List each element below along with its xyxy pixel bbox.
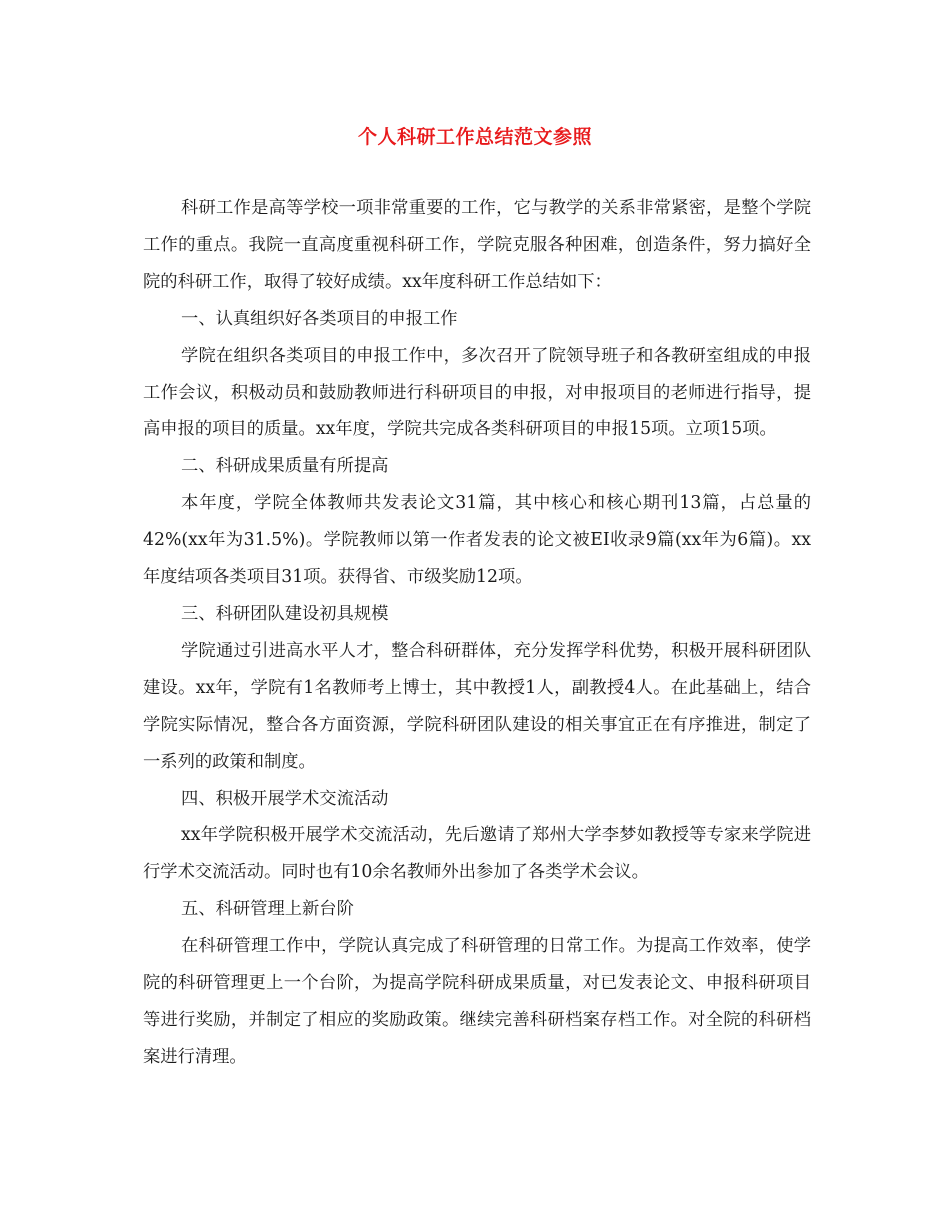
intro-paragraph: 科研工作是高等学校一项非常重要的工作，它与教学的关系非常紧密，是整个学院工作的重点。我院一直高度重视科研工作，学院克服各种困难，创造条件，努力搞好全院的科研工作，取得了较好成绩。xx年度科研工作总结如下： (143, 198, 811, 292)
section-heading-1: 一、认真组织好各类项目的申报工作 (181, 308, 458, 329)
section-paragraph-3: 学院通过引进高水平人才，整合科研群体，充分发挥学科优势，积极开展科研团队建设。xx年，学院有1名教师考上博士，其中教授1人，副教授4人。在此基础上，结合学院实际情况，整合各方面资源，学院科研团队建设的相关事宜正在有序推进，制定了一系列的政策和制度。 (143, 640, 811, 772)
section-paragraph-1: 学院在组织各类项目的申报工作中，多次召开了院领导班子和各教研室组成的申报工作会议，积极动员和鼓励教师进行科研项目的申报，对申报项目的老师进行指导，提高申报的项目的质量。xx年度，学院共完成各类科研项目的申报15项。立项15项。 (143, 345, 811, 440)
document-title: 个人科研工作总结范文参照 (357, 126, 592, 148)
section-heading-4: 四、积极开展学术交流活动 (181, 788, 389, 809)
section-paragraph-5: 在科研管理工作中，学院认真完成了科研管理的日常工作。为提高工作效率，使学院的科研管理更上一个台阶，为提高学院科研成果质量，对已发表论文、申报科研项目等进行奖励，并制定了相应的奖励政策。继续完善科研档案存档工作。对全院的科研档案进行清理。 (143, 936, 811, 1067)
section-heading-3: 三、科研团队建设初具规模 (181, 603, 389, 624)
section-paragraph-2: 本年度，学院全体教师共发表论文31篇，其中核心和核心期刊13篇，占总量的42%(xx年为31.5%)。学院教师以第一作者发表的论文被EI收录9篇(xx年为6篇)。xx年度结项各类项目31项。获得省、市级奖励12项。 (143, 493, 811, 588)
document-body (143, 190, 811, 1076)
section-paragraph-4: xx年学院积极开展学术交流活动，先后邀请了郑州大学李梦如教授等专家来学院进行学术交流活动。同时也有10余名教师外出参加了各类学术会议。 (143, 825, 811, 883)
section-heading-5: 五、科研管理上新台阶 (181, 899, 354, 920)
section-heading-2: 二、科研成果质量有所提高 (181, 456, 389, 477)
